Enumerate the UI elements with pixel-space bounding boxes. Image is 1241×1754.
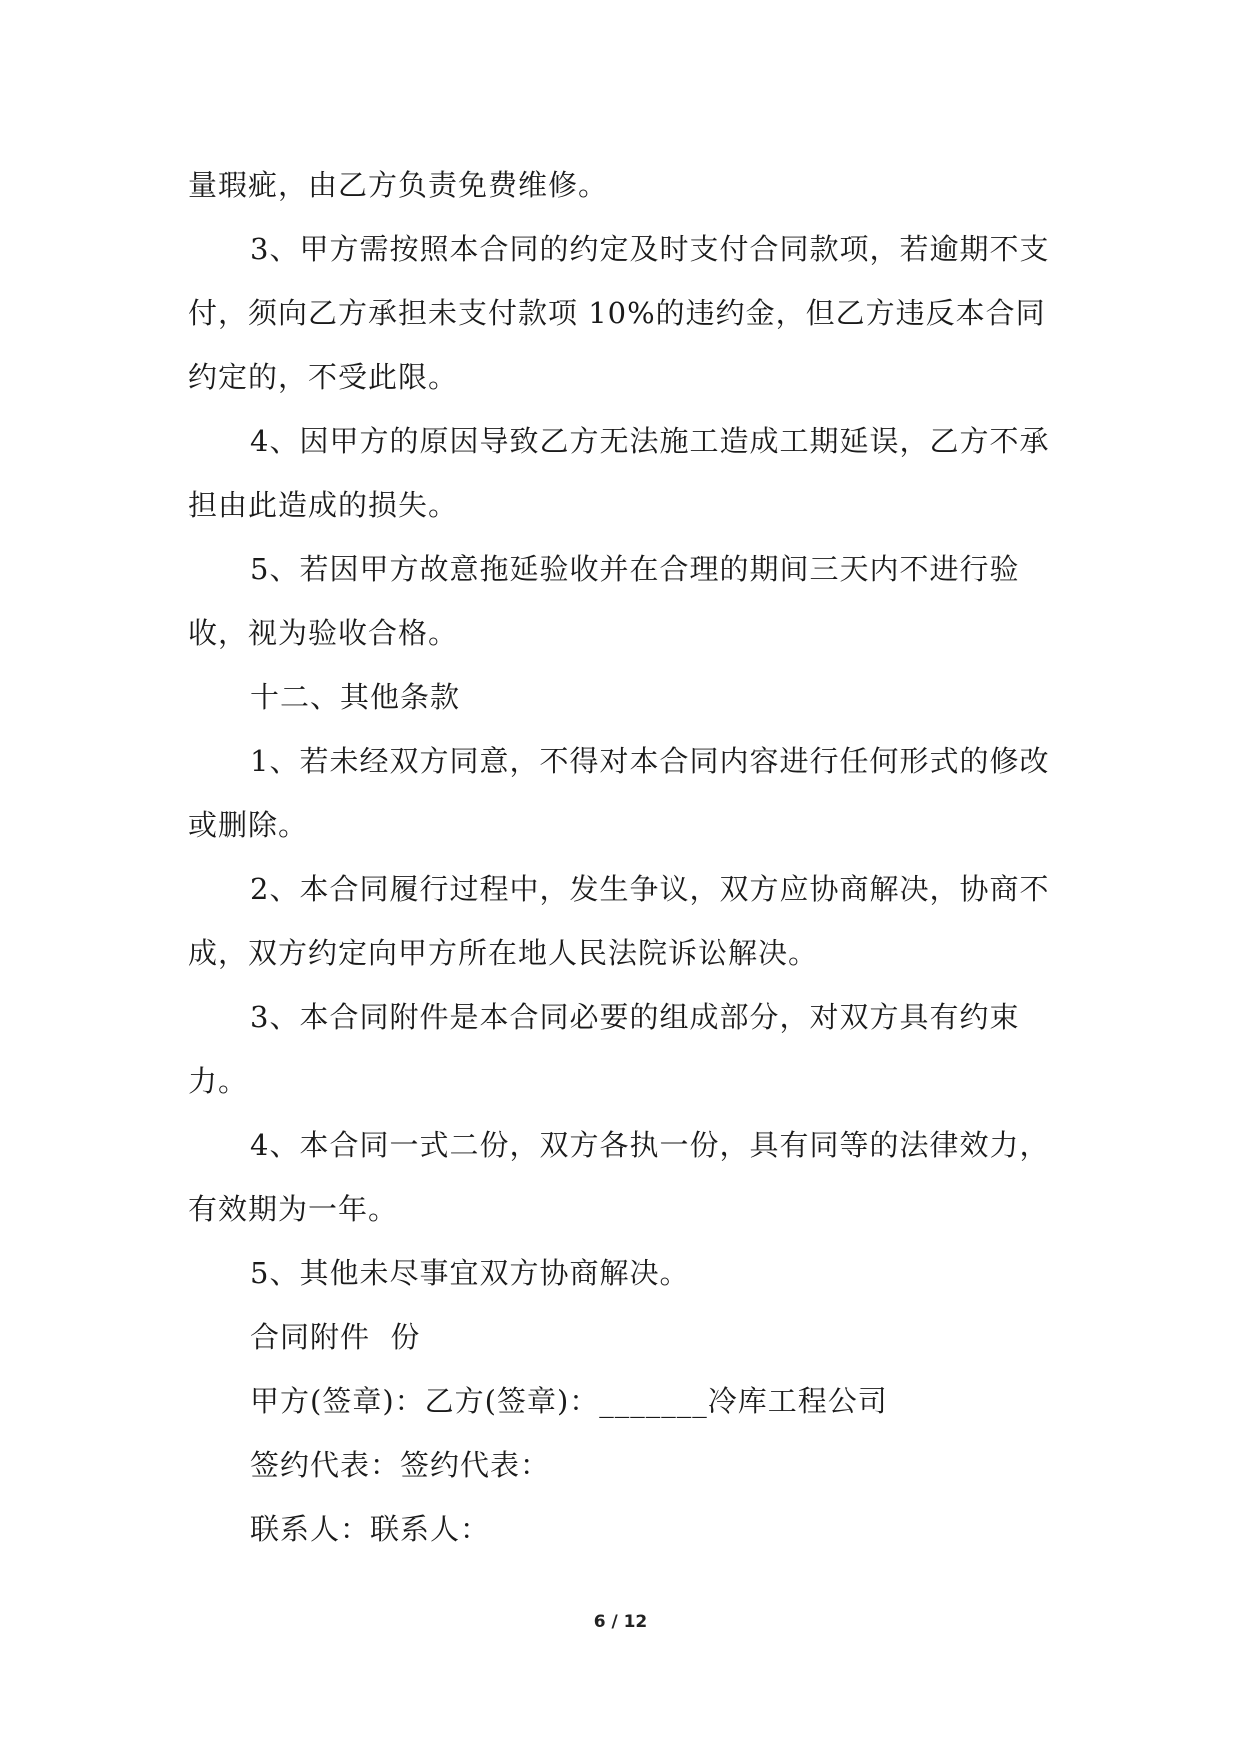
- representative-line: 签约代表：签约代表：: [250, 1448, 551, 1482]
- paragraph: 2、本合同履行过程中，发生争议，双方应协商解决，协商不成，双方约定向甲方所在地人民法院诉讼解决。: [188, 872, 1050, 970]
- contact-line: 联系人：联系人：: [250, 1512, 491, 1546]
- attachment-line: 合同附件 份: [250, 1320, 421, 1354]
- paragraph: 3、甲方需按照本合同的约定及时支付合同款项，若逾期不支付，须向乙方承担未支付款项 10%的违约金，但乙方违反本合同约定的，不受此限。: [188, 232, 1050, 394]
- paragraph: 4、因甲方的原因导致乙方无法施工造成工期延误，乙方不承担由此造成的损失。: [188, 424, 1050, 522]
- paragraph: 5、若因甲方故意拖延验收并在合理的期间三天内不进行验收，视为验收合格。: [188, 552, 1020, 650]
- section-heading: 十二、其他条款: [250, 680, 461, 714]
- signature-line: 甲方(签章)：乙方(签章)：_______冷库工程公司: [250, 1384, 888, 1418]
- page-number: 6 / 12: [593, 1612, 648, 1632]
- paragraph: 量瑕疵，由乙方负责免费维修。: [188, 168, 609, 202]
- paragraph: 3、本合同附件是本合同必要的组成部分，对双方具有约束力。: [188, 1000, 1020, 1098]
- paragraph: 5、其他未尽事宜双方协商解决。: [250, 1256, 690, 1290]
- paragraph: 4、本合同一式二份，双方各执一份，具有同等的法律效力，有效期为一年。: [188, 1128, 1050, 1226]
- paragraph: 1、若未经双方同意，不得对本合同内容进行任何形式的修改或删除。: [188, 744, 1050, 842]
- document-body: [188, 153, 1058, 1561]
